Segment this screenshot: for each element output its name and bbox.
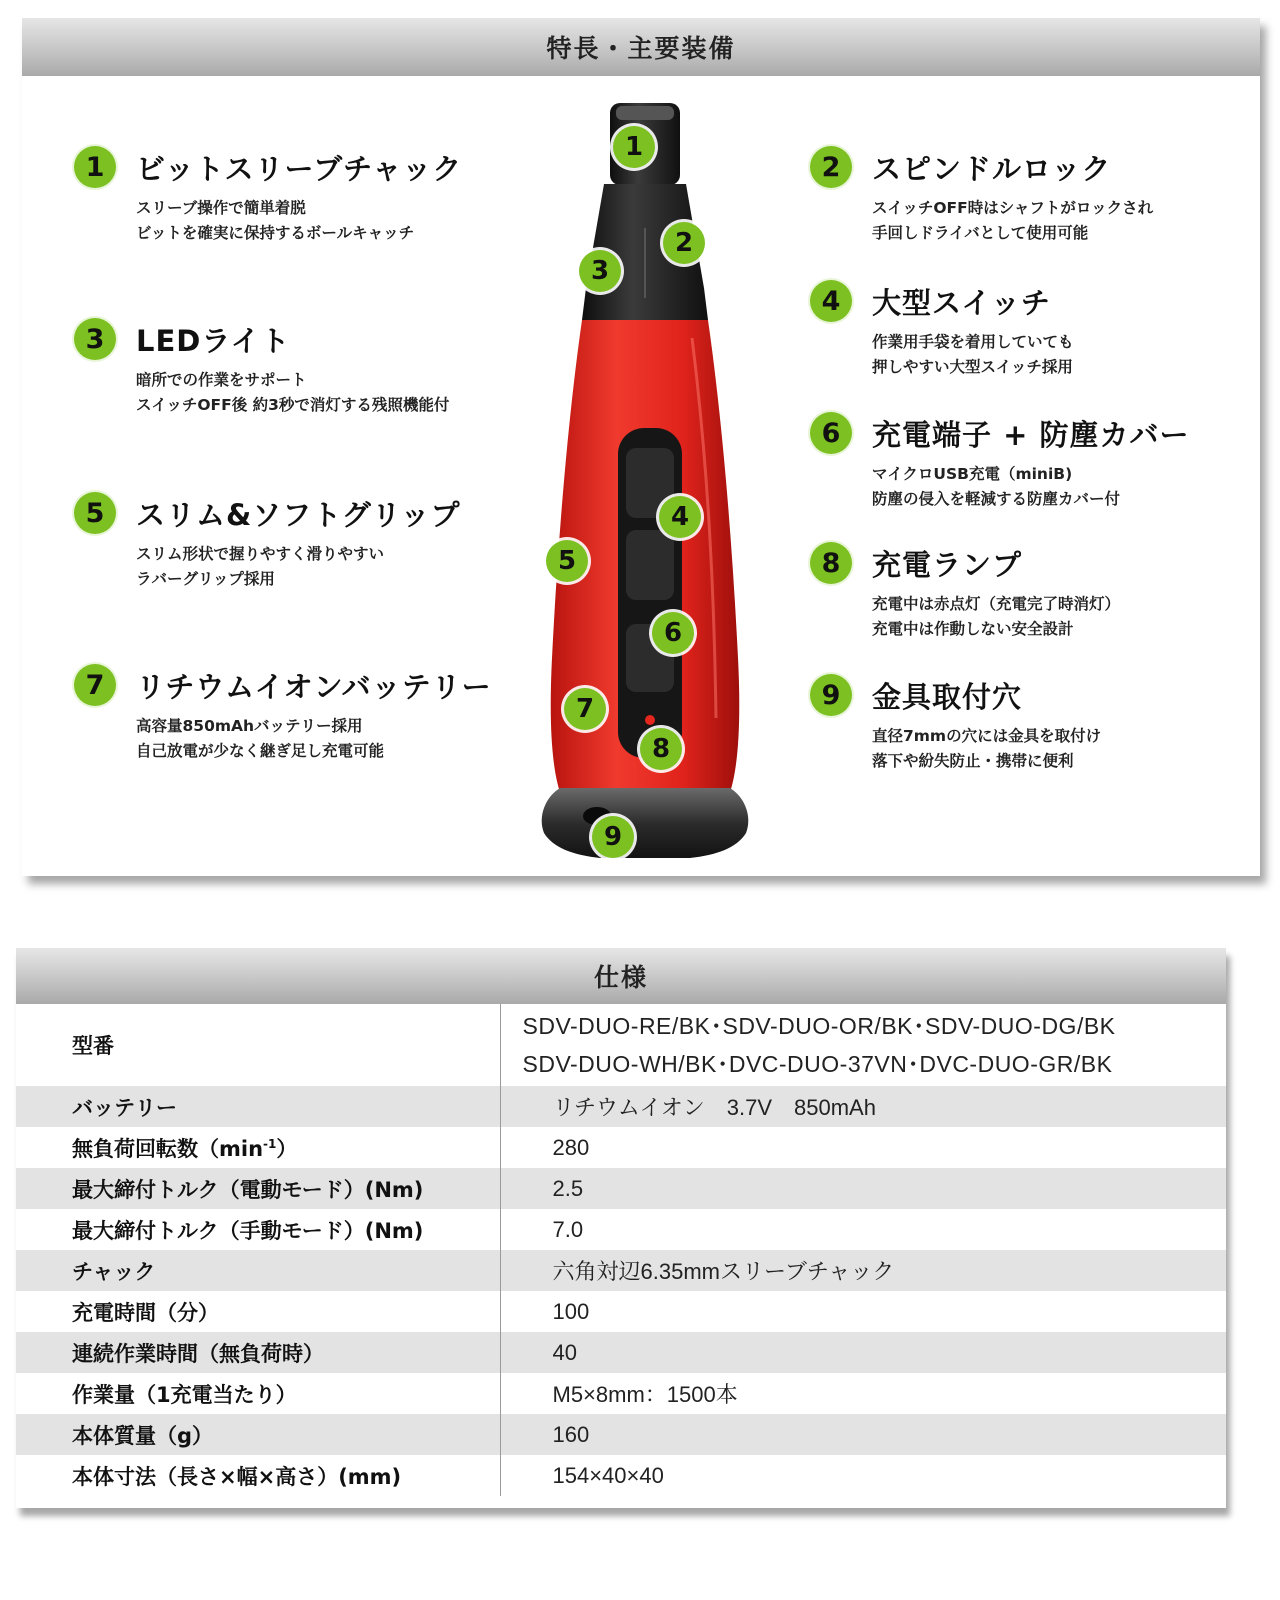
diagram-pin-5: 5 (546, 540, 588, 582)
feature-5 (74, 492, 494, 592)
spec-label: 作業量（1充電当たり） (16, 1373, 500, 1414)
feature-number-badge: 7 (74, 664, 116, 706)
feature-6 (810, 412, 1230, 512)
feature-number-badge: 5 (74, 492, 116, 534)
feature-number-badge: 9 (810, 674, 852, 716)
spec-label: バッテリー (16, 1086, 500, 1127)
feature-2 (810, 146, 1230, 246)
table-row (16, 1086, 1226, 1127)
specs-table (16, 1004, 1226, 1496)
table-row (16, 1455, 1226, 1496)
feature-8 (810, 542, 1230, 642)
specs-header: 仕様 (16, 948, 1226, 1004)
spec-value: 40 (500, 1332, 1226, 1373)
feature-number-badge: 3 (74, 318, 116, 360)
feature-number-badge: 2 (810, 146, 852, 188)
feature-description: 充電中は赤点灯（充電完了時消灯） 充電中は作動しない安全設計 (872, 595, 1121, 638)
spec-label: 本体質量（g） (16, 1414, 500, 1455)
diagram-pin-1: 1 (613, 126, 655, 168)
table-row (16, 1332, 1226, 1373)
spec-label: 型番 (16, 1004, 500, 1086)
diagram-pin-7: 7 (564, 688, 606, 730)
spec-label: チャック (16, 1250, 500, 1291)
feature-description: 直径7mmの穴には金具を取付け 落下や紛失防止・携帯に便利 (872, 727, 1102, 770)
table-row (16, 1414, 1226, 1455)
diagram-pin-2: 2 (663, 222, 705, 264)
feature-title: リチウムイオンバッテリー (136, 669, 492, 704)
spec-value: 7.0 (552, 1216, 584, 1242)
model-line-1: SDV-DUO-RE/BK･SDV-DUO-OR/BK･SDV-DUO-DG/BK (522, 1013, 1116, 1039)
table-row (16, 1373, 1226, 1414)
feature-title: ビットスリーブチャック (136, 151, 463, 186)
diagram-pin-8: 8 (640, 728, 682, 770)
model-line-2: SDV-DUO-WH/BK･DVC-DUO-37VN･DVC-DUO-GR/BK (522, 1051, 1113, 1077)
spec-value: 280 (552, 1134, 590, 1160)
led-indicator (645, 715, 655, 725)
spec-value (500, 1004, 1226, 1086)
feature-description: 暗所での作業をサポート スイッチOFF後 約3秒で消灯する残照機能付 (136, 371, 450, 414)
diagram-pin-9: 9 (592, 816, 634, 858)
features-header: 特長・主要装備 (22, 18, 1260, 76)
feature-4 (810, 280, 1230, 380)
diagram-pin-3: 3 (579, 250, 621, 292)
spec-label: 最大締付トルク（手動モード）(Nm) (16, 1209, 500, 1250)
feature-title: 大型スイッチ (872, 285, 1051, 320)
feature-title: スピンドルロック (872, 151, 1112, 186)
feature-description: 高容量850mAhバッテリー採用 自己放電が少なく継ぎ足し充電可能 (136, 717, 385, 760)
spec-label (16, 1127, 500, 1168)
diagram-pin-6: 6 (652, 612, 694, 654)
spec-value: リチウムイオン 3.7V 850mAh (500, 1086, 1226, 1127)
feature-description: スイッチOFF時はシャフトがロックされ 手回しドライバとして使用可能 (872, 199, 1154, 242)
spec-label: 最大締付トルク（電動モード）(Nm) (16, 1168, 500, 1209)
spec-value: 2.5 (500, 1168, 1226, 1209)
feature-title: 充電端子 + 防塵カバー (872, 417, 1190, 452)
feature-description: スリーブ操作で簡単着脱 ビットを確実に保持するボールキャッチ (136, 199, 415, 242)
spec-label: 充電時間（分） (16, 1291, 500, 1332)
spec-label: 本体寸法（長さ×幅×高さ）(mm) (16, 1455, 500, 1496)
feature-description: 作業用手袋を着用していても 押しやすい大型スイッチ採用 (872, 333, 1074, 376)
spec-label-main: 無負荷回転数（min (72, 1136, 264, 1161)
screwdriver-illustration (532, 98, 772, 858)
feature-title: 充電ランプ (872, 547, 1023, 582)
table-row (16, 1168, 1226, 1209)
specs-panel (16, 948, 1226, 1508)
spec-label: 連続作業時間（無負荷時） (16, 1332, 500, 1373)
table-row (16, 1250, 1226, 1291)
feature-9 (810, 674, 1230, 774)
feature-3 (74, 318, 494, 418)
spec-value: 100 (552, 1298, 590, 1324)
feature-number-badge: 1 (74, 146, 116, 188)
table-row (16, 1127, 1226, 1168)
feature-7 (74, 664, 494, 764)
feature-title: 金具取付穴 (872, 679, 1023, 714)
spec-value: 160 (500, 1414, 1226, 1455)
feature-number-badge: 4 (810, 280, 852, 322)
table-row (16, 1004, 1226, 1086)
spec-value: 154×40×40 (552, 1462, 664, 1488)
table-row (16, 1291, 1226, 1332)
diagram-pin-4: 4 (659, 496, 701, 538)
feature-title: LEDライト (136, 323, 291, 358)
spec-label-superscript: -1 (263, 1136, 277, 1151)
feature-number-badge: 8 (810, 542, 852, 584)
feature-number-badge: 6 (810, 412, 852, 454)
spec-value: M5×8mm：1500本 (552, 1382, 738, 1407)
feature-1 (74, 146, 494, 246)
table-row (16, 1209, 1226, 1250)
feature-title: スリム&ソフトグリップ (136, 497, 461, 532)
feature-description: スリム形状で握りやすく滑りやすい ラバーグリップ採用 (136, 545, 385, 588)
features-panel (22, 18, 1260, 876)
spec-label-end: ） (276, 1136, 298, 1161)
spec-value: 六角対辺6.35mmスリーブチャック (500, 1250, 1226, 1291)
feature-description: マイクロUSB充電（miniB) 防塵の侵入を軽減する防塵カバー付 (872, 465, 1121, 508)
